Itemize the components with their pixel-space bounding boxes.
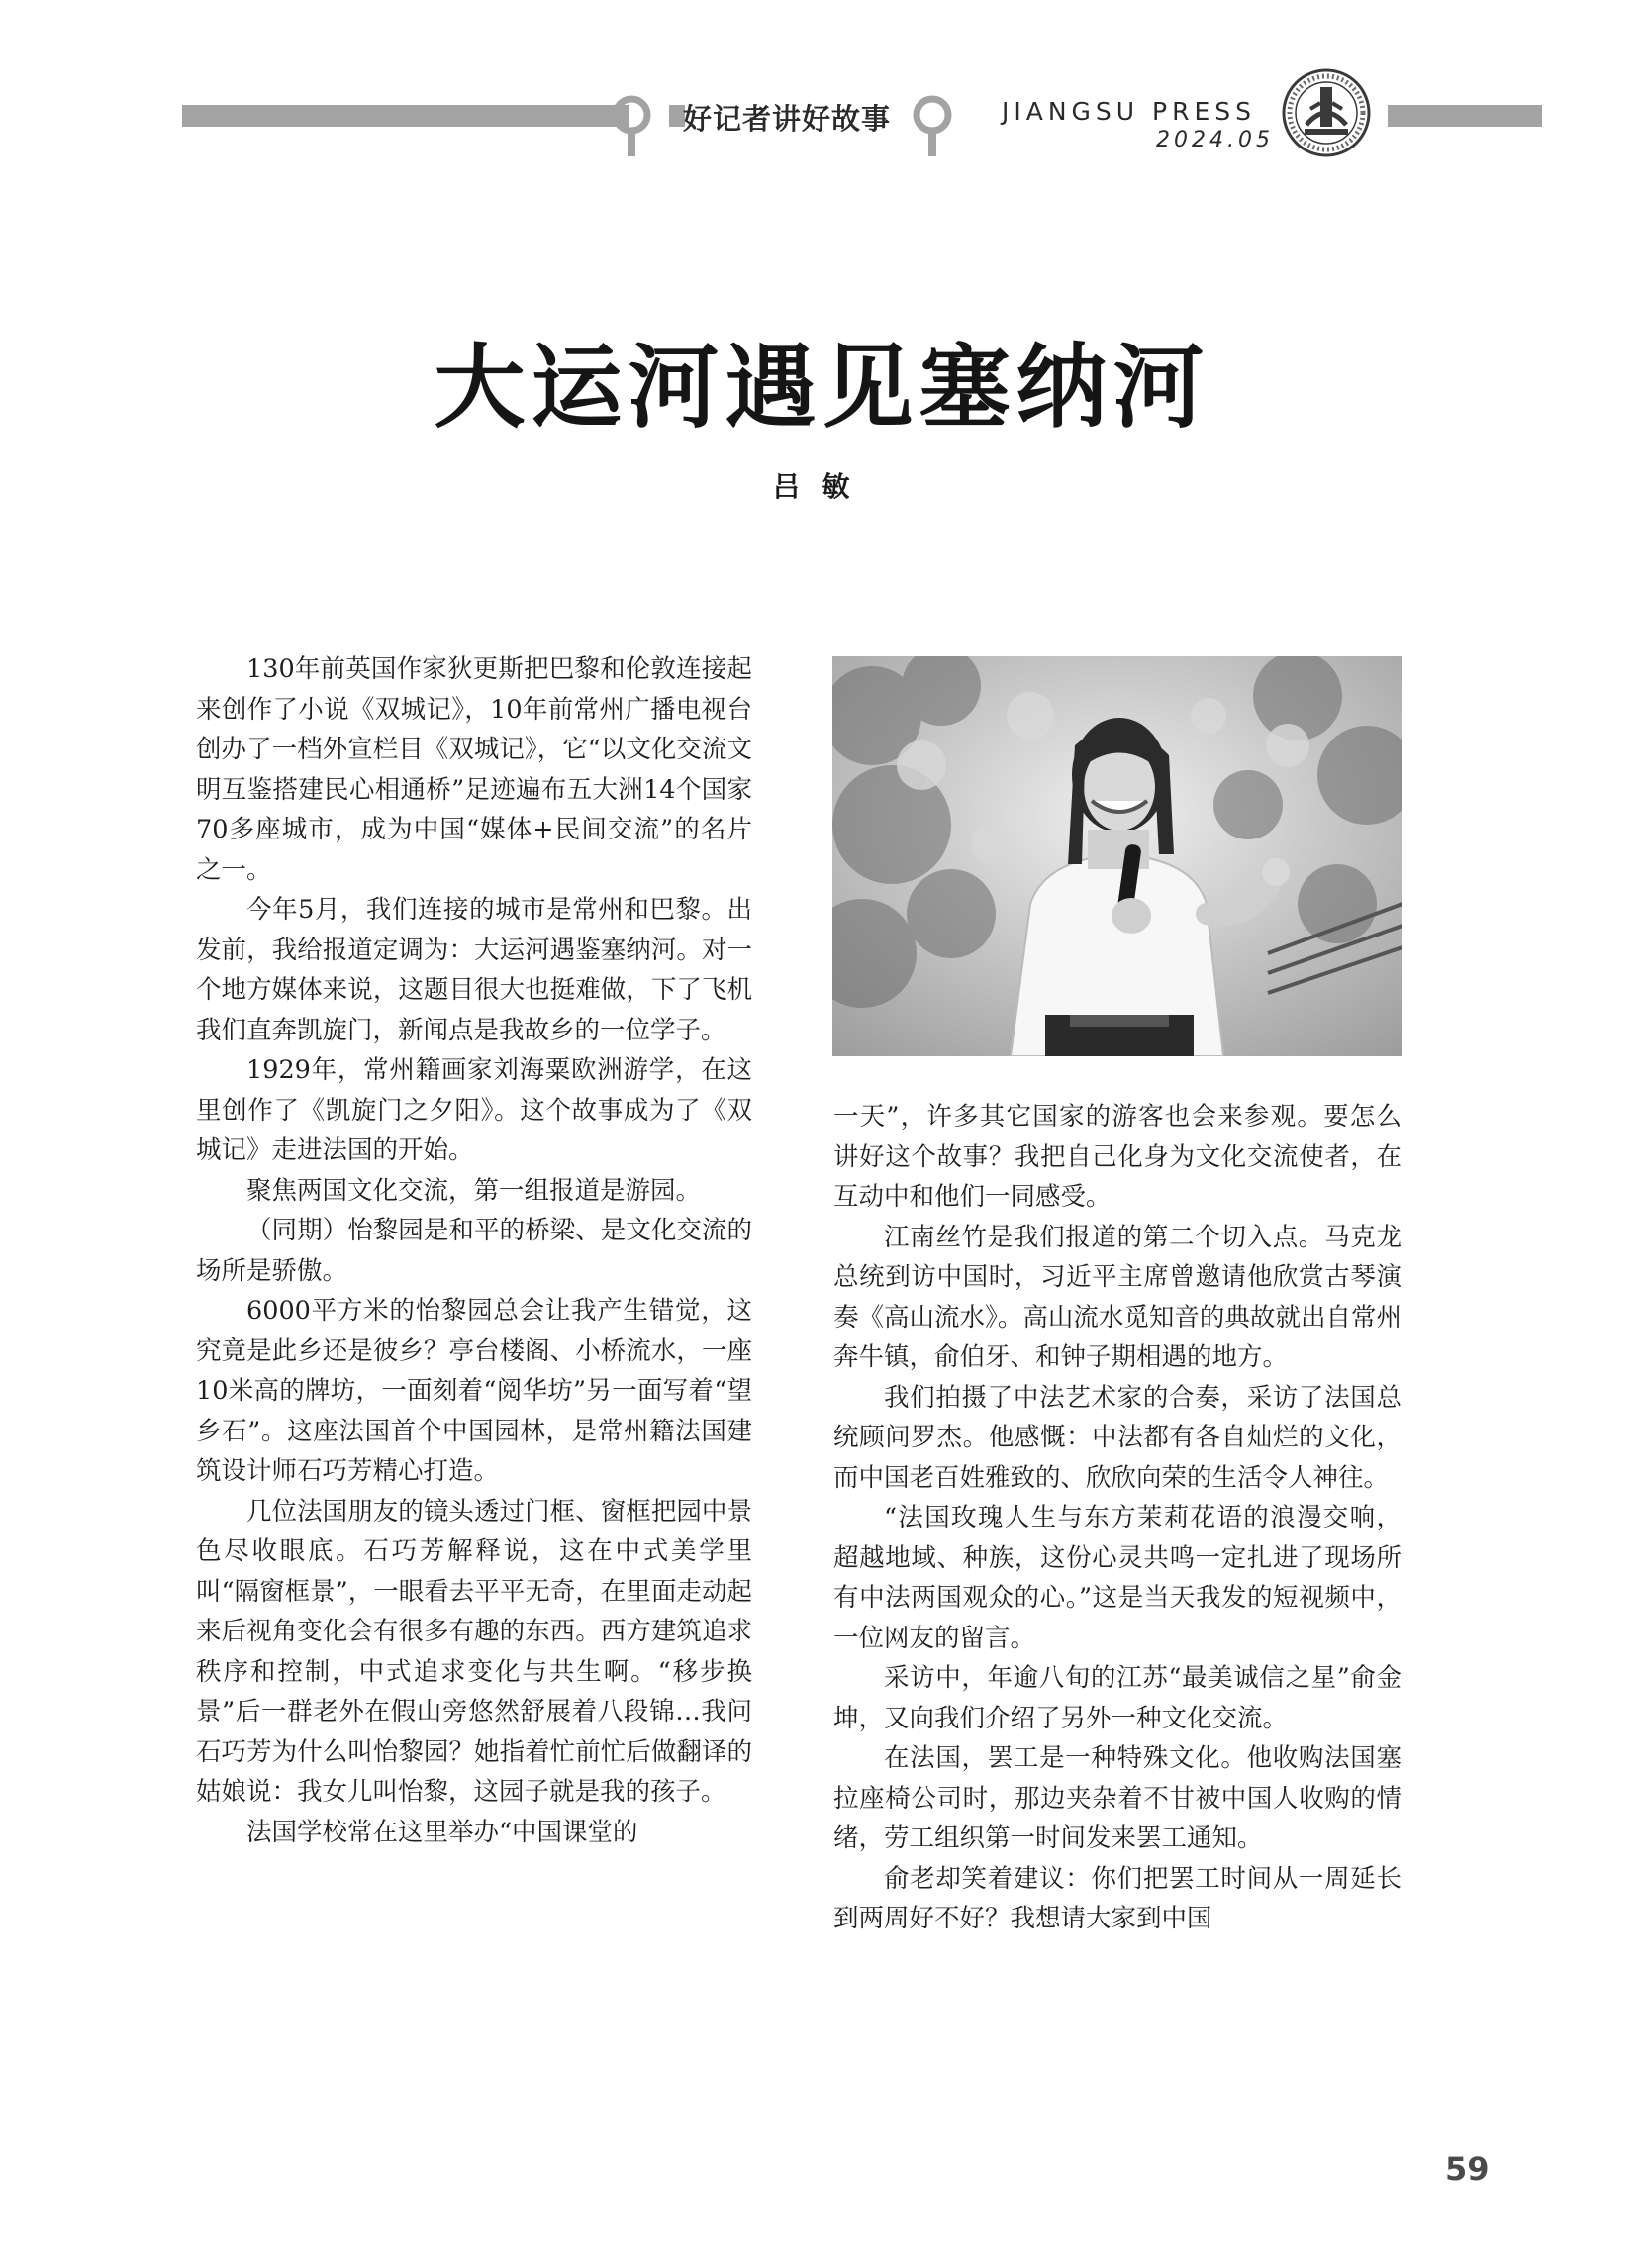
paragraph: 在法国，罢工是一种特殊文化。他收购法国塞拉座椅公司时，那边夹杂着不甘被中国人收购的情绪，劳工组织第一时间发来罢工通知。 <box>833 1743 1402 1853</box>
paragraph: 一天”，许多其它国家的游客也会来参观。要怎么讲好这个故事？我把自己化身为文化交流使者，在互动中和他们一同感受。 <box>833 1102 1402 1212</box>
paragraph: （同期）怡黎园是和平的桥梁、是文化交流的场所是骄傲。 <box>196 1216 752 1286</box>
paragraph: 俞老却笑着建议：你们把罢工时间从一周延长到两周好不好？我想请大家到中国 <box>833 1863 1402 1933</box>
map-pin-icon <box>612 95 651 158</box>
paragraph: 几位法国朋友的镜头透过门框、窗框把园中景色尽收眼底。石巧芳解释说，这在中式美学里叫“隔窗框景”，一眼看去平平无奇，在里面走动起来后视角变化会有很多有趣的东西。西方建筑追求秩序和控制，中式追求变化与共生啊。“移步换景”后一群老外在假山旁悠然舒展着八段锦…我问石巧芳为什么叫怡黎园？她指着忙前忙后做翻译的姑娘说：我女儿叫怡黎，这园子就是我的孩子。 <box>196 1496 752 1807</box>
journal-seal-logo <box>1281 67 1372 158</box>
article-author: 吕敏 <box>772 470 872 503</box>
masthead: JIANGSU PRESS <box>1002 97 1257 126</box>
paragraph: 采访中，年逾八旬的江苏“最美诚信之星”俞金坤，又向我们介绍了另外一种文化交流。 <box>833 1663 1402 1733</box>
section-name: 好记者讲好故事 <box>683 102 892 136</box>
article-column-right <box>833 1097 1402 1939</box>
reporter-photo <box>832 656 1402 1056</box>
header-bar-right <box>1388 105 1542 127</box>
paragraph: 我们拍摄了中法艺术家的合奏，采访了法国总统顾问罗杰。他感慨：中法都有各自灿烂的文化，而中国老百姓雅致的、欣欣向荣的生活令人神往。 <box>833 1382 1402 1493</box>
article-column-left <box>196 649 752 1852</box>
paragraph: 今年5月，我们连接的城市是常州和巴黎。出发前，我给报道定调为：大运河遇鉴塞纳河。对一个地方媒体来说，这题目很大也挺难做，下了飞机我们直奔凯旋门，新闻点是我故乡的一位学子。 <box>196 895 752 1045</box>
paragraph: 130年前英国作家狄更斯把巴黎和伦敦连接起来创作了小说《双城记》，10年前常州广播电视台创办了一档外宣栏目《双城记》，它“以文化交流文明互鉴搭建民心相通桥”足迹遍布五大洲14个国家70多座城市，成为中国“媒体+民间交流”的名片之一。 <box>196 654 752 885</box>
article-title: 大运河遇见塞纳河 <box>434 335 1210 441</box>
page-number: 59 <box>1445 2150 1490 2188</box>
paragraph: 6000平方米的怡黎园总会让我产生错觉，这究竟是此乡还是彼乡？亭台楼阁、小桥流水，一座10米高的牌坊，一面刻着“阅华坊”另一面写着“望乡石”。这座法国首个中国园林，是常州籍法国建筑设计师石巧芳精心打造。 <box>196 1296 752 1486</box>
header-bar-left <box>182 105 629 127</box>
paragraph: 法国学校常在这里举办“中国课堂的 <box>246 1817 638 1847</box>
paragraph: 聚焦两国文化交流，第一组报道是游园。 <box>246 1175 702 1206</box>
issue-number: 2024.05 <box>1156 128 1274 152</box>
paragraph: “法国玫瑰人生与东方茉莉花语的浪漫交响，超越地域、种族，这份心灵共鸣一定扎进了现场所有中法两国观众的心。”这是当天我发的短视频中，一位网友的留言。 <box>833 1503 1402 1653</box>
map-pin-icon <box>913 95 952 158</box>
paragraph: 1929年，常州籍画家刘海粟欧洲游学，在这里创作了《凯旋门之夕阳》。这个故事成为了《双城记》走进法国的开始。 <box>196 1055 752 1165</box>
paragraph: 江南丝竹是我们报道的第二个切入点。马克龙总统到访中国时，习近平主席曾邀请他欣赏古琴演奏《高山流水》。高山流水觅知音的典故就出自常州奔牛镇，俞伯牙、和钟子期相遇的地方。 <box>833 1222 1402 1372</box>
